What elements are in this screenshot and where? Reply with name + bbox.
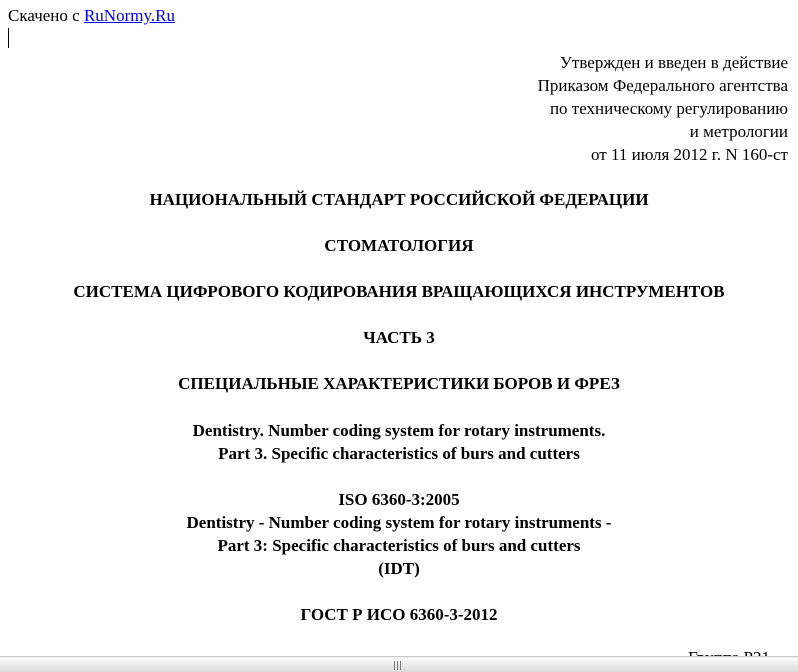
part-heading: ЧАСТЬ 3 [363,328,435,347]
approval-block [538,51,788,166]
approval-line-5: от 11 июля 2012 г. N 160-ст [591,145,788,164]
standard-type-heading: НАЦИОНАЛЬНЫЙ СТАНДАРТ РОССИЙСКОЙ ФЕДЕРАЦИИ [149,190,649,209]
idt-label: (IDT) [378,559,420,578]
scrollbar-thumb[interactable] [0,658,798,672]
system-title-heading: СИСТЕМА ЦИФРОВОГО КОДИРОВАНИЯ ВРАЩАЮЩИХСЯ ИНСТРУМЕНТОВ [73,282,725,301]
runormy-link[interactable]: RuNormy.Ru [83,6,175,25]
approval-line-4: и метрологии [689,122,788,141]
horizontal-scrollbar[interactable] [0,656,798,672]
grip-icon [394,661,403,670]
iso-number: ISO 6360-3:2005 [338,490,460,509]
iso-title-line-2: Part 3: Specific characteristics of burs and cutters [217,536,581,555]
download-source-line [8,6,175,26]
english-title-line-1: Dentistry. Number coding system for rotary instruments. [192,421,606,440]
iso-title-line-1: Dentistry - Number coding system for rotary instruments - [186,513,612,532]
english-title-line-2: Part 3. Specific characteristics of burs and cutters [218,444,580,463]
part-title-heading: СПЕЦИАЛЬНЫЕ ХАРАКТЕРИСТИКИ БОРОВ И ФРЕЗ [178,374,620,393]
downloaded-prefix: Скачено с [8,6,80,25]
text-caret [8,28,9,48]
field-heading: СТОМАТОЛОГИЯ [324,236,474,255]
approval-line-1: Утвержден и введен в действие [559,53,788,72]
approval-line-3: по техническому регулированию [549,99,788,118]
approval-line-2: Приказом Федерального агентства [537,76,788,95]
gost-number: ГОСТ Р ИСО 6360-3-2012 [300,605,498,624]
